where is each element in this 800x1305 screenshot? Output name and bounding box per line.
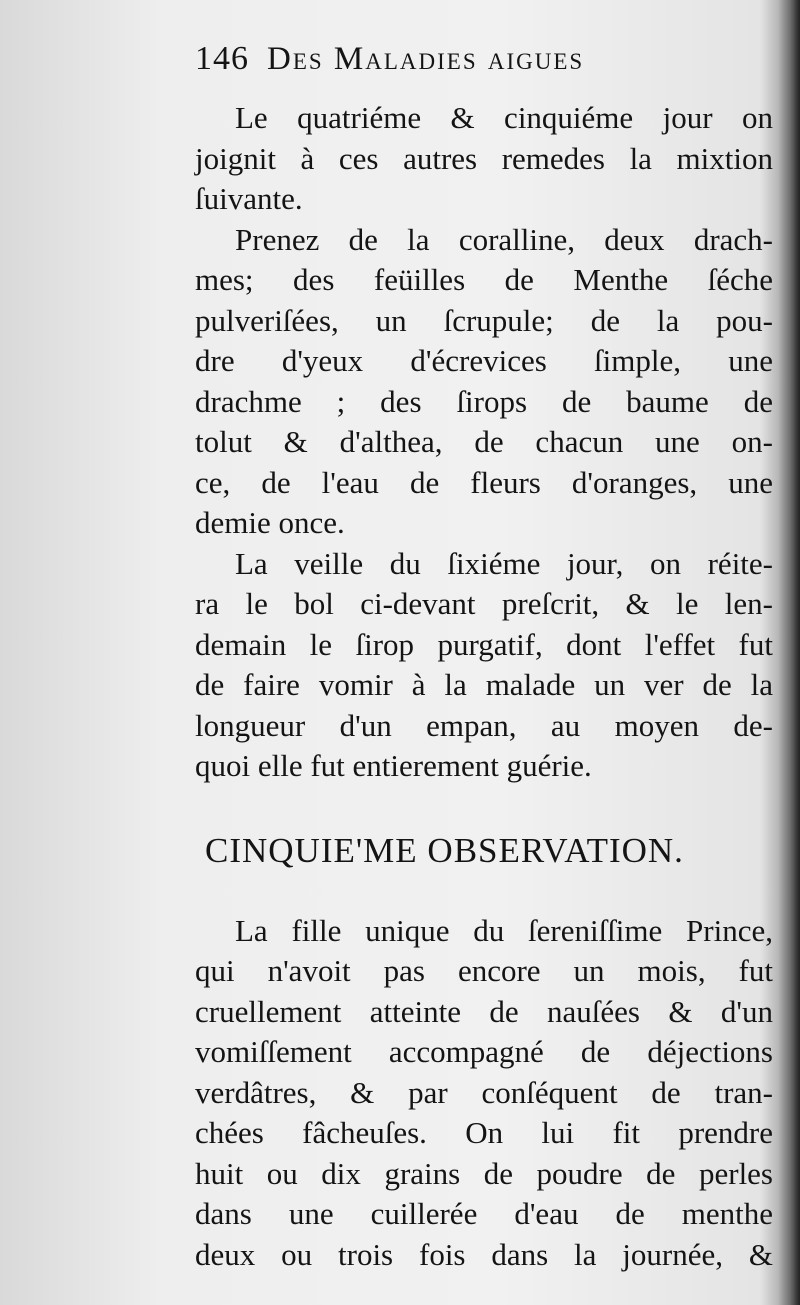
text-line: ce, de l'eau de fleurs d'oranges, une [195,464,773,500]
running-header [195,40,773,96]
text-line: vomiſſement accompagné de déjections [195,1034,773,1069]
text-line: qui n'avoit pas encore un mois, fut [195,953,773,988]
text-line: cruellement atteinte de nauſées & d'un [195,993,773,1029]
text-line: tolut & d'althea, de chacun une on- [195,424,773,459]
paragraph-2 [195,220,773,544]
text-line: chées fâcheuſes. On lui fit prendre [195,1115,773,1150]
running-title: Des Maladies aigues [267,41,585,77]
text-line: demain le ſirop purgatif, dont l'effet fut [195,626,773,662]
text-line: mes; des feüilles de Menthe ſéche [195,262,773,297]
paragraph-1 [195,98,773,220]
text-line: quoi elle fut entierement guérie. [195,748,592,783]
paragraph-4 [195,911,773,1276]
section-heading: CINQUIE'ME OBSERVATION. [205,830,684,870]
text-line: joignit à ces autres remedes la mixtion [195,140,773,176]
text-line: longueur d'un empan, au moyen de- [195,707,773,743]
text-line: Prenez de la coralline, deux drach- [235,221,773,257]
page-text [195,40,773,1275]
page-edge-shadow [778,0,800,1305]
text-line: La veille du ſixiéme jour, on réite- [235,545,773,581]
text-line: dans une cuillerée d'eau de menthe [195,1196,773,1231]
text-line: ra le bol ci-devant preſcrit, & le len- [195,586,773,621]
text-line: pulveriſées, un ſcrupule; de la pou- [195,302,773,338]
text-line: dre d'yeux d'écrevices ſimple, une [195,343,773,378]
text-line: de faire vomir à la malade un ver de la [195,667,773,702]
paragraph-3 [195,544,773,787]
text-line: Le quatriéme & cinquiéme jour on [235,100,773,135]
page-number: 146 [195,40,249,77]
text-line: huit ou dix grains de poudre de perles [195,1155,773,1191]
text-line: La fille unique du ſereniſſime Prince, [235,912,773,948]
text-line: drachme ; des ſirops de baume de [195,383,773,419]
text-line: deux ou trois fois dans la journée, & [195,1236,773,1272]
text-line: ſuivante. [195,181,303,216]
text-line: demie once. [195,505,345,540]
text-line: verdâtres, & par conſéquent de tran- [195,1074,773,1110]
